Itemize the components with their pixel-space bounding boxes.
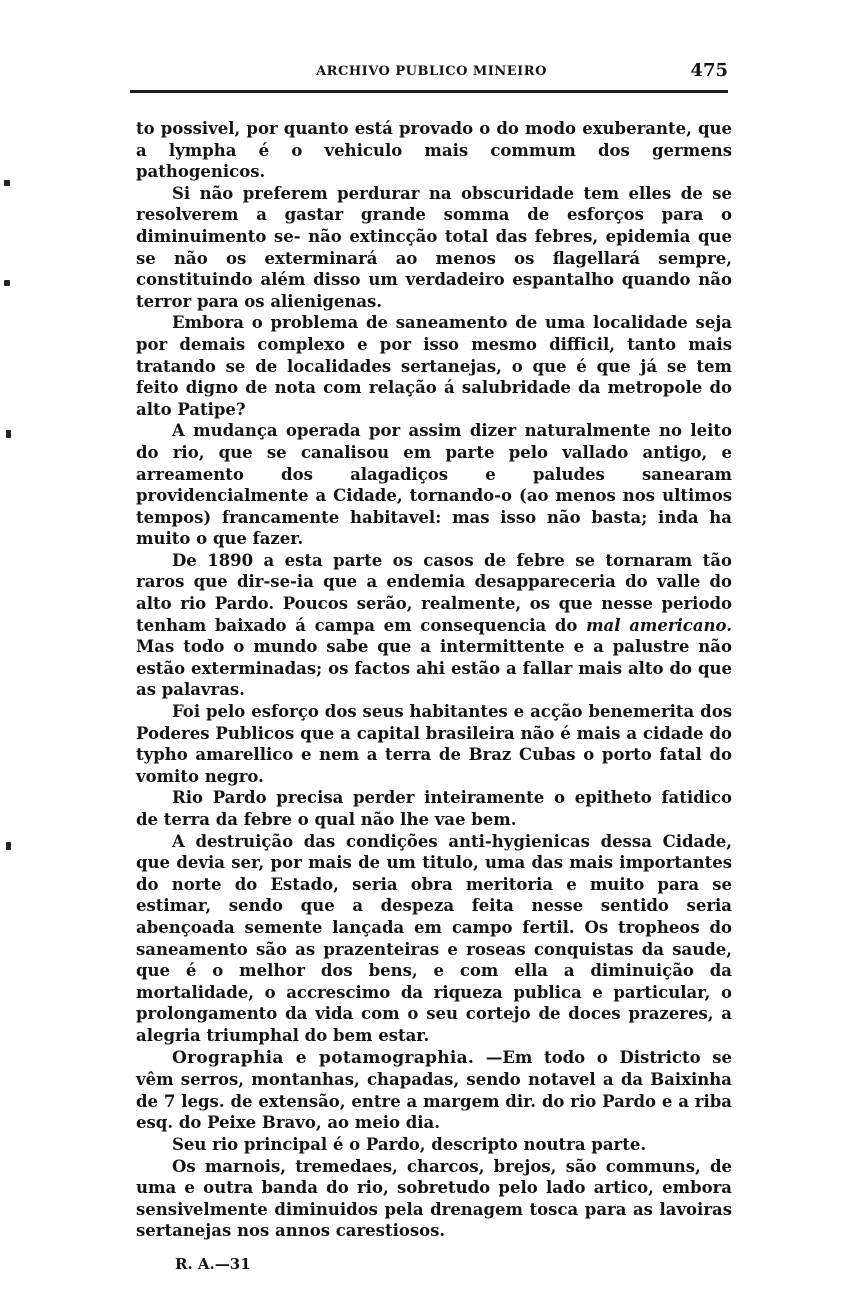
section-text: —Em todo o Districto se vêm serros, montanhas, chapadas, sendo notavel a da Baixinha de 7 legs. de extensão, entre a margem dir. do rio Pardo e a riba esq. do Peixe Bravo, ao meio dia.	[136, 1047, 732, 1133]
paragraph: Si não preferem perdurar na obscuridade tem elles de se resolverem a gastar grande somma de esforços para o diminuimento se- não extincção total das febres, epidemia que se não os exterminará ao menos os flagellará sempre, constituindo além disso um verdadeiro espantalho quando não terror para os alienigenas.	[136, 183, 732, 311]
paragraph: A mudança operada por assim dizer naturalmente no leito do rio, que se canalisou em parte pelo vallado antigo, e arreamento dos alagadiços e paludes sanearam providencialmente a Cidade, tornando-o (ao menos nos ultimos tempos) francamente habitavel: mas isso não basta; inda ha muito o que fazer.	[136, 421, 732, 549]
margin-mark	[4, 180, 10, 186]
paragraph: Rio Pardo precisa perder inteiramente o epitheto fatidico de terra da febre o qual não lhe vae bem.	[136, 788, 732, 829]
page-number: 475	[690, 60, 728, 81]
printer-signature: R. A.—31	[175, 1255, 251, 1273]
header-rule	[130, 90, 728, 93]
paragraph	[136, 550, 732, 701]
margin-mark	[4, 280, 10, 286]
section-paragraph	[136, 1047, 732, 1134]
paragraph-text: De 1890 a esta parte os casos de febre se tornaram tão raros que dir-se-ia que a endemia desappareceria do valle do alto rio Pardo. Poucos serão, realmente, os que nesse periodo tenham baixado á campa em consequencia do	[136, 550, 732, 635]
paragraph: to possivel, por quanto está provado o do modo exuberante, que a lympha é o vehiculo mais commum dos germens pathogenicos.	[136, 119, 732, 182]
section-heading: Orographia e potamographia.	[172, 1047, 475, 1068]
paragraph: A destruição das condições anti-hygienicas dessa Cidade, que devia ser, por mais de um titulo, uma das mais importantes do norte do Estado, seria obra meritoria e muito para se estimar, sendo que a despeza feita nesse sentido seria abençoada semente lançada em campo fertil. Os tropheos do saneamento são as prazenteiras e roseas conquistas da saude, que é o melhor dos bens, e com ella a diminuição da mortalidade, o accrescimo da riqueza publica e particular, o prolongamento da vida com o seu cortejo de doces prazeres, a alegria triumphal do bem estar.	[136, 831, 732, 1045]
paragraph: Foi pelo esforço dos seus habitantes e acção benemerita dos Poderes Publicos que a capital brasileira não é mais a cidade do typho amarellico e nem a terra de Braz Cubas o porto fatal do vomito negro.	[136, 702, 732, 786]
margin-mark	[6, 842, 11, 850]
margin-mark	[6, 430, 11, 438]
running-header	[135, 62, 728, 84]
paragraph: Embora o problema de saneamento de uma localidade seja por demais complexo e por isso mesmo difficil, tanto mais tratando se de localidades sertanejas, o que é que já se tem feito digno de nota com relação á salubridade da metropole do alto Patipe?	[136, 313, 732, 419]
header-title: ARCHIVO PUBLICO MINEIRO	[316, 64, 547, 79]
emphasis-text: mal americano.	[586, 615, 732, 635]
article-body	[136, 118, 732, 1242]
paragraph: Seu rio principal é o Pardo, descripto noutra parte.	[172, 1134, 647, 1154]
paragraph-text: Mas todo o mundo sabe que a intermittente e a palustre não estão exterminadas; os factos ahi estão a fallar mais alto do que as palavras.	[136, 637, 732, 700]
paragraph: Os marnois, tremedaes, charcos, brejos, são communs, de uma e outra banda do rio, sobretudo pelo lado artico, embora sensivelmente diminuidos pela drenagem tosca para as lavoiras sertanejas nos annos carestiosos.	[136, 1156, 732, 1241]
